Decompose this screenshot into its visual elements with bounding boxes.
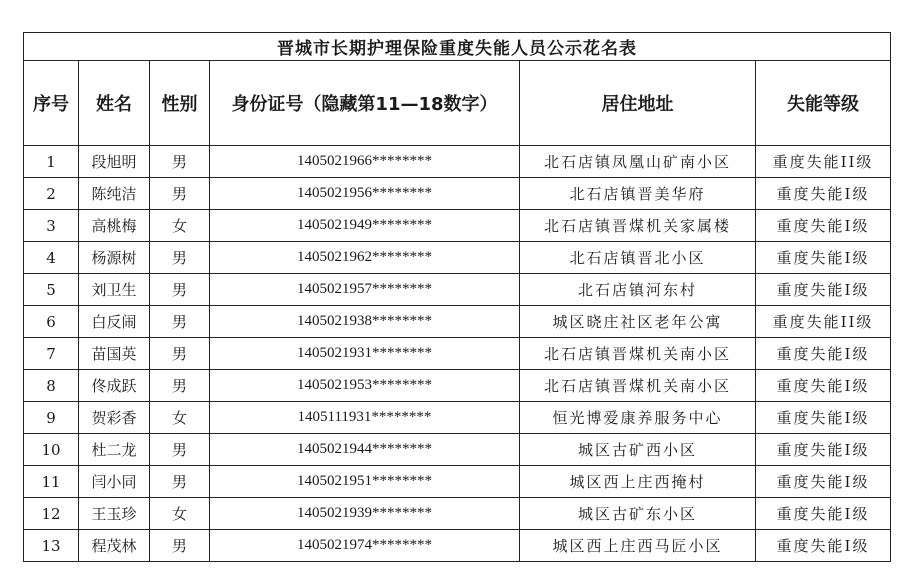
cell-name: 杨源树 bbox=[79, 242, 150, 274]
cell-level: 重度失能Ⅰ级 bbox=[756, 402, 891, 434]
cell-gender: 男 bbox=[150, 274, 210, 306]
cell-name: 刘卫生 bbox=[79, 274, 150, 306]
cell-no: 6 bbox=[24, 306, 79, 338]
table-row bbox=[24, 402, 891, 434]
header-id: 身份证号（隐藏第11—18数字） bbox=[210, 61, 520, 146]
roster-table bbox=[23, 32, 891, 562]
cell-gender: 男 bbox=[150, 466, 210, 498]
cell-name: 高桃梅 bbox=[79, 210, 150, 242]
cell-name: 陈纯洁 bbox=[79, 178, 150, 210]
cell-level: 重度失能II级 bbox=[756, 306, 891, 338]
cell-id: 1405021953******** bbox=[210, 370, 520, 402]
cell-level: 重度失能Ⅰ级 bbox=[756, 498, 891, 530]
cell-gender: 女 bbox=[150, 498, 210, 530]
header-level: 失能等级 bbox=[756, 61, 891, 146]
cell-no: 10 bbox=[24, 434, 79, 466]
cell-gender: 男 bbox=[150, 178, 210, 210]
cell-gender: 女 bbox=[150, 210, 210, 242]
cell-level: 重度失能Ⅰ级 bbox=[756, 434, 891, 466]
cell-id: 1405021974******** bbox=[210, 530, 520, 562]
cell-address: 北石店镇河东村 bbox=[520, 274, 756, 306]
table-row bbox=[24, 242, 891, 274]
cell-no: 1 bbox=[24, 146, 79, 178]
cell-address: 城区晓庄社区老年公寓 bbox=[520, 306, 756, 338]
cell-name: 闫小同 bbox=[79, 466, 150, 498]
table-row bbox=[24, 338, 891, 370]
table-row bbox=[24, 434, 891, 466]
cell-gender: 女 bbox=[150, 402, 210, 434]
cell-gender: 男 bbox=[150, 370, 210, 402]
cell-no: 2 bbox=[24, 178, 79, 210]
cell-level: 重度失能Ⅰ级 bbox=[756, 370, 891, 402]
cell-level: 重度失能Ⅰ级 bbox=[756, 530, 891, 562]
cell-id: 1405021966******** bbox=[210, 146, 520, 178]
cell-no: 4 bbox=[24, 242, 79, 274]
title-row bbox=[24, 33, 891, 61]
cell-no: 7 bbox=[24, 338, 79, 370]
cell-id: 1405021931******** bbox=[210, 338, 520, 370]
table-row bbox=[24, 370, 891, 402]
cell-address: 北石店镇晋北小区 bbox=[520, 242, 756, 274]
table-title: 晋城市长期护理保险重度失能人员公示花名表 bbox=[24, 33, 891, 61]
table-body bbox=[24, 146, 891, 562]
cell-no: 8 bbox=[24, 370, 79, 402]
table-row bbox=[24, 274, 891, 306]
table-row bbox=[24, 530, 891, 562]
cell-address: 城区古矿西小区 bbox=[520, 434, 756, 466]
cell-no: 5 bbox=[24, 274, 79, 306]
cell-gender: 男 bbox=[150, 306, 210, 338]
cell-level: 重度失能Ⅰ级 bbox=[756, 338, 891, 370]
cell-id: 1405021939******** bbox=[210, 498, 520, 530]
table-row bbox=[24, 466, 891, 498]
table-row bbox=[24, 306, 891, 338]
cell-gender: 男 bbox=[150, 146, 210, 178]
header-gender: 性别 bbox=[150, 61, 210, 146]
cell-address: 恒光博爱康养服务中心 bbox=[520, 402, 756, 434]
cell-name: 杜二龙 bbox=[79, 434, 150, 466]
cell-name: 段旭明 bbox=[79, 146, 150, 178]
cell-no: 9 bbox=[24, 402, 79, 434]
cell-name: 贺彩香 bbox=[79, 402, 150, 434]
cell-id: 1405021956******** bbox=[210, 178, 520, 210]
cell-name: 佟成跃 bbox=[79, 370, 150, 402]
cell-name: 程茂林 bbox=[79, 530, 150, 562]
cell-no: 13 bbox=[24, 530, 79, 562]
header-address: 居住地址 bbox=[520, 61, 756, 146]
cell-level: 重度失能Ⅰ级 bbox=[756, 466, 891, 498]
cell-no: 12 bbox=[24, 498, 79, 530]
cell-address: 城区西上庄西掩村 bbox=[520, 466, 756, 498]
table-row bbox=[24, 210, 891, 242]
cell-level: 重度失能Ⅰ级 bbox=[756, 242, 891, 274]
cell-address: 北石店镇凤凰山矿南小区 bbox=[520, 146, 756, 178]
cell-no: 3 bbox=[24, 210, 79, 242]
cell-address: 北石店镇晋煤机关南小区 bbox=[520, 370, 756, 402]
cell-gender: 男 bbox=[150, 530, 210, 562]
cell-level: 重度失能Ⅰ级 bbox=[756, 210, 891, 242]
cell-id: 1405021949******** bbox=[210, 210, 520, 242]
table-row bbox=[24, 146, 891, 178]
cell-no: 11 bbox=[24, 466, 79, 498]
cell-gender: 男 bbox=[150, 338, 210, 370]
cell-level: 重度失能Ⅰ级 bbox=[756, 178, 891, 210]
cell-id: 1405021962******** bbox=[210, 242, 520, 274]
table-row bbox=[24, 178, 891, 210]
cell-id: 1405021944******** bbox=[210, 434, 520, 466]
header-name: 姓名 bbox=[79, 61, 150, 146]
cell-id: 1405021957******** bbox=[210, 274, 520, 306]
cell-address: 北石店镇晋煤机关家属楼 bbox=[520, 210, 756, 242]
cell-id: 1405111931******** bbox=[210, 402, 520, 434]
cell-name: 王玉珍 bbox=[79, 498, 150, 530]
cell-address: 城区西上庄西马匠小区 bbox=[520, 530, 756, 562]
cell-level: 重度失能Ⅰ级 bbox=[756, 274, 891, 306]
cell-gender: 男 bbox=[150, 242, 210, 274]
cell-gender: 男 bbox=[150, 434, 210, 466]
cell-id: 1405021951******** bbox=[210, 466, 520, 498]
cell-address: 北石店镇晋煤机关南小区 bbox=[520, 338, 756, 370]
cell-name: 苗国英 bbox=[79, 338, 150, 370]
header-no: 序号 bbox=[24, 61, 79, 146]
cell-name: 白反闹 bbox=[79, 306, 150, 338]
cell-id: 1405021938******** bbox=[210, 306, 520, 338]
header-row bbox=[24, 61, 891, 146]
cell-address: 城区古矿东小区 bbox=[520, 498, 756, 530]
table-row bbox=[24, 498, 891, 530]
cell-level: 重度失能II级 bbox=[756, 146, 891, 178]
cell-address: 北石店镇晋美华府 bbox=[520, 178, 756, 210]
